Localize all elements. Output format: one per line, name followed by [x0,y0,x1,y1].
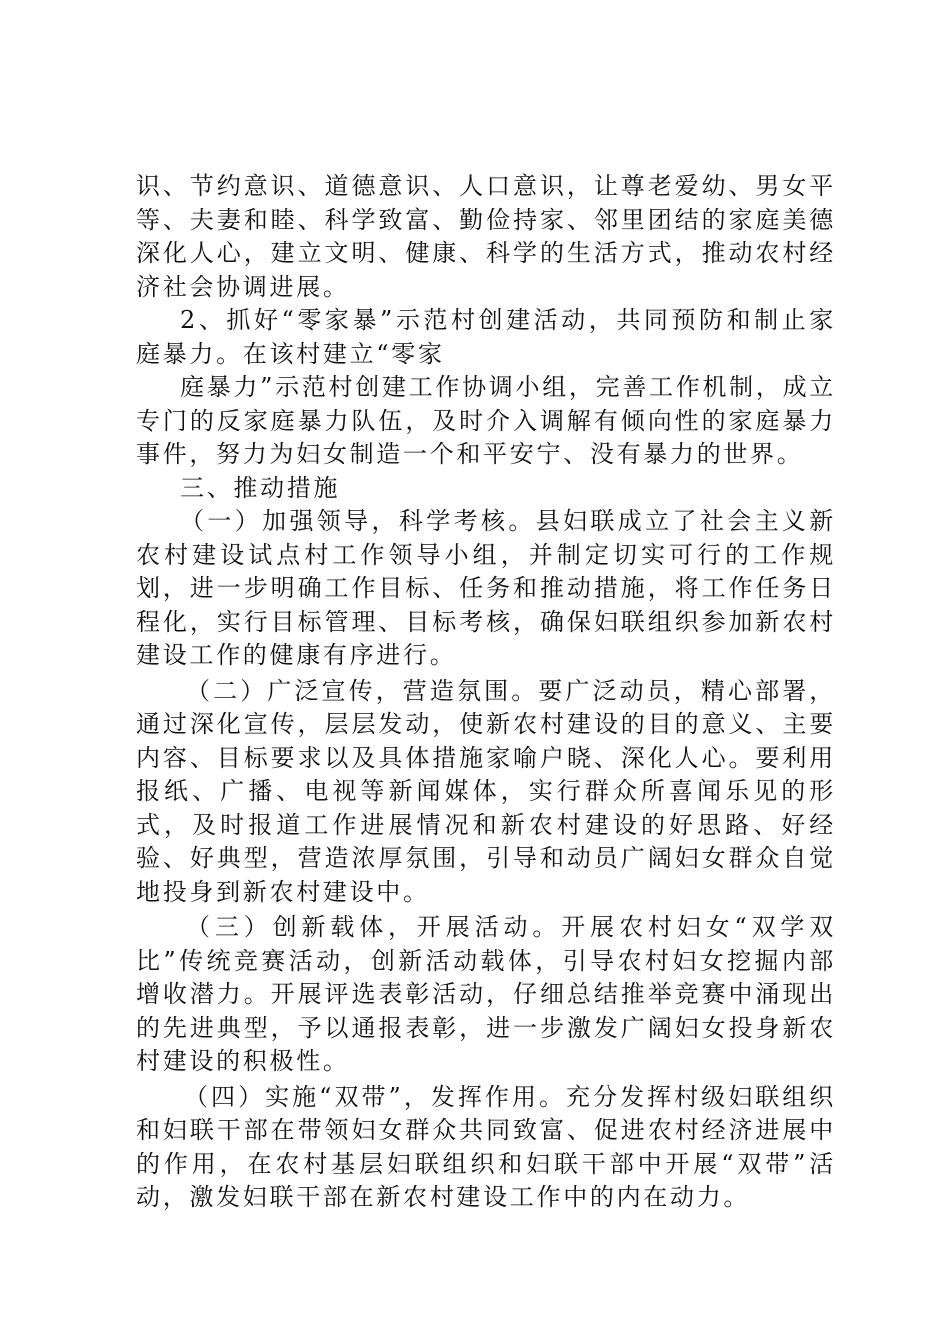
paragraph-item-2: 2、抓好“零家暴”示范村创建活动，共同预防和制止家庭暴力。在该村建立“零家 [136,306,836,368]
paragraph-measure-3: （三）创新载体，开展活动。开展农村妇女“双学双比”传统竞赛活动，创新活动载体，引导农村妇女挖掘内部增收潜力。开展评选表彰活动，仔细总结推举竞赛中涌现出的先进典型，予以通报表彰，进一步激发广阔妇女投身新农村建设的积极性。 [136,913,836,1075]
section-heading-measures: 三、推动措施 [180,473,341,502]
document-body [136,170,836,1215]
paragraph-measure-4: （四）实施“双带”，发挥作用。充分发挥村级妇联组织和妇联干部在带领妇女群众共同致富、促进农村经济进展中的作用，在农村基层妇联组织和妇联干部中开展“双带”活动，激发妇联干部在新农村建设工作中的内在动力。 [136,1082,836,1211]
paragraph-measure-2: （二）广泛宣传，营造氛围。要广泛动员，精心部署，通过深化宣传，层层发动，使新农村建设的目的意义、主要内容、目标要求以及具体措施家喻户晓、深化人心。要利用报纸、广播、电视等新闻媒体，实行群众所喜闻乐见的形式，及时报道工作进展情况和新农村建设的好思路、好经验、好典型，营造浓厚氛围，引导和动员广阔妇女群众自觉地投身到新农村建设中。 [136,676,836,906]
paragraph-measure-1: （一）加强领导，科学考核。县妇联成立了社会主义新农村建设试点村工作领导小组，并制定切实可行的工作规划，进一步明确工作目标、任务和推动措施，将工作任务日程化，实行目标管理、目标考核，确保妇联组织参加新农村建设工作的健康有序进行。 [136,507,836,669]
paragraph-continuation: 识、节约意识、道德意识、人口意识，让尊老爱幼、男女平等、夫妻和睦、科学致富、勤俭持家、邻里团结的家庭美德深化人心，建立文明、健康、科学的生活方式，推动农村经济社会协调进展。 [136,172,836,301]
paragraph-item-2-continued: 庭暴力”示范村创建工作协调小组，完善工作机制，成立专门的反家庭暴力队伍，及时介入调解有倾向性的家庭暴力事件，努力为妇女制造一个和平安宁、没有暴力的世界。 [136,373,836,468]
